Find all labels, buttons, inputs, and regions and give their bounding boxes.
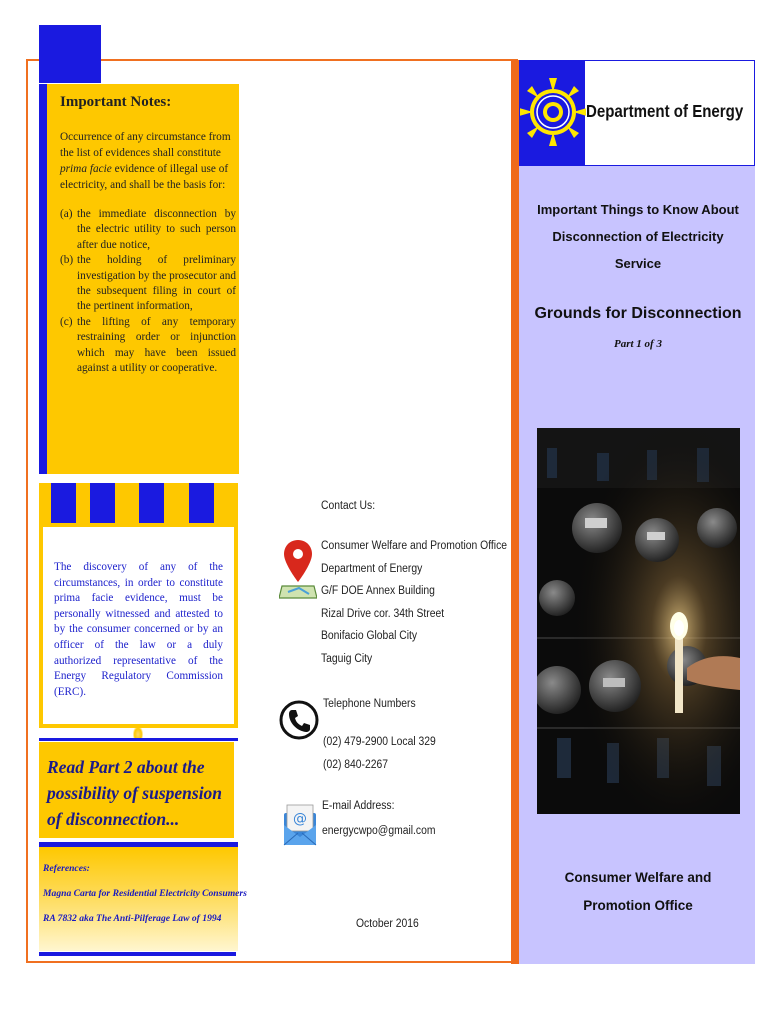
frame-left-border <box>26 59 28 963</box>
references-heading: References: <box>43 863 90 874</box>
discovery-text: The discovery of any of the circumstances, in order to constitute prima facie evidence, must be personally witnessed and attested to by the consumer concerned or by an officer of the law or a duly authorized representative of the Energy Regulatory Commission (ERC). <box>43 527 234 724</box>
notes-list-item <box>60 253 236 315</box>
part-label: Part 1 of 3 <box>614 338 662 350</box>
notes-intro <box>60 129 236 193</box>
notes-intro-end: evidence of illegal use of electricity, and shall be the basis for: <box>60 163 229 191</box>
important-notes-panel <box>47 84 239 474</box>
checker-square <box>139 483 164 523</box>
notes-intro-emphasis: prima facie <box>60 163 112 175</box>
reference-item: Magna Carta for Residential Electricity Consumers <box>43 888 247 899</box>
telephone-icon <box>279 700 319 740</box>
checker-square <box>189 483 214 523</box>
list-marker: (c) <box>60 315 73 328</box>
cover-subtitle <box>530 196 746 277</box>
notes-title: Important Notes: <box>60 94 172 110</box>
email-address[interactable]: energycwpo@gmail.com <box>322 825 436 837</box>
contact-label: Contact Us: <box>321 500 376 512</box>
checker-square <box>51 483 76 523</box>
notes-list <box>60 207 236 376</box>
checker-band <box>39 483 238 523</box>
location-pin-icon <box>279 538 317 600</box>
notes-list-item <box>60 207 236 253</box>
notes-accent-bar <box>39 84 47 474</box>
checker-square <box>90 483 115 523</box>
department-title: Department of Energy <box>586 101 744 121</box>
banner-top-line <box>39 738 238 741</box>
subtitle-line: Important Things to Know About <box>537 202 739 217</box>
telephone-label: Telephone Numbers <box>323 698 416 710</box>
subtitle-line: Service <box>614 256 662 271</box>
address-line: Rizal Drive cor. 34th Street <box>321 607 445 620</box>
references-box <box>39 847 247 951</box>
email-label: E-mail Address: <box>322 800 395 812</box>
list-marker: (b) <box>60 254 74 267</box>
telephone-numbers <box>323 731 436 777</box>
corner-decoration <box>39 25 101 83</box>
subtitle-line: Disconnection of Electricity <box>552 229 724 244</box>
notes-list-item <box>60 315 236 377</box>
email-icon <box>281 803 319 851</box>
address-line: Department of Energy <box>321 562 423 575</box>
discovery-box <box>39 523 238 728</box>
reference-item: RA 7832 aka The Anti-Pilferage Law of 1994 <box>43 913 222 924</box>
address-block <box>321 535 507 670</box>
office-label <box>530 864 746 920</box>
address-line: Taguig City <box>321 652 373 665</box>
office-label-line: Promotion Office <box>583 898 693 913</box>
notes-intro-start: Occurrence of any circumstance from the list of evidences shall constitute <box>60 131 231 159</box>
meter-candle-photo <box>537 428 740 814</box>
list-marker: (a) <box>60 208 73 220</box>
address-line: Consumer Welfare and Promotion Office <box>321 540 508 552</box>
references-bottom-line <box>39 952 236 956</box>
doe-seal-logo <box>520 62 586 162</box>
list-item-text: the holding of preliminary investigation by the prosecutor and the subsequent filing in court of the pertinent information, <box>77 254 236 313</box>
list-item-text: the lifting of any temporary restraining order or injunction which may have been issued against a utility or cooperative. <box>77 315 236 375</box>
address-line: G/F DOE Annex Building <box>321 585 435 597</box>
list-item-text: the immediate disconnection by the electric utility to such person after due notice, <box>77 208 236 251</box>
publication-date: October 2016 <box>356 918 419 930</box>
address-line: Bonifacio Global City <box>321 630 418 642</box>
telephone-number: (02) 479-2900 Local 329 <box>323 736 436 748</box>
office-label-line: Consumer Welfare and <box>564 870 712 885</box>
telephone-number: (02) 840-2267 <box>323 759 389 771</box>
candle-flame-decoration <box>133 726 143 738</box>
svg-text:@: @ <box>293 811 307 827</box>
column-divider <box>511 60 519 964</box>
frame-bottom-border <box>26 961 518 963</box>
section-title: Grounds for Disconnection <box>534 305 742 322</box>
read-part-2-banner: Read Part 2 about the possibility of suspension of disconnection... <box>39 742 234 838</box>
